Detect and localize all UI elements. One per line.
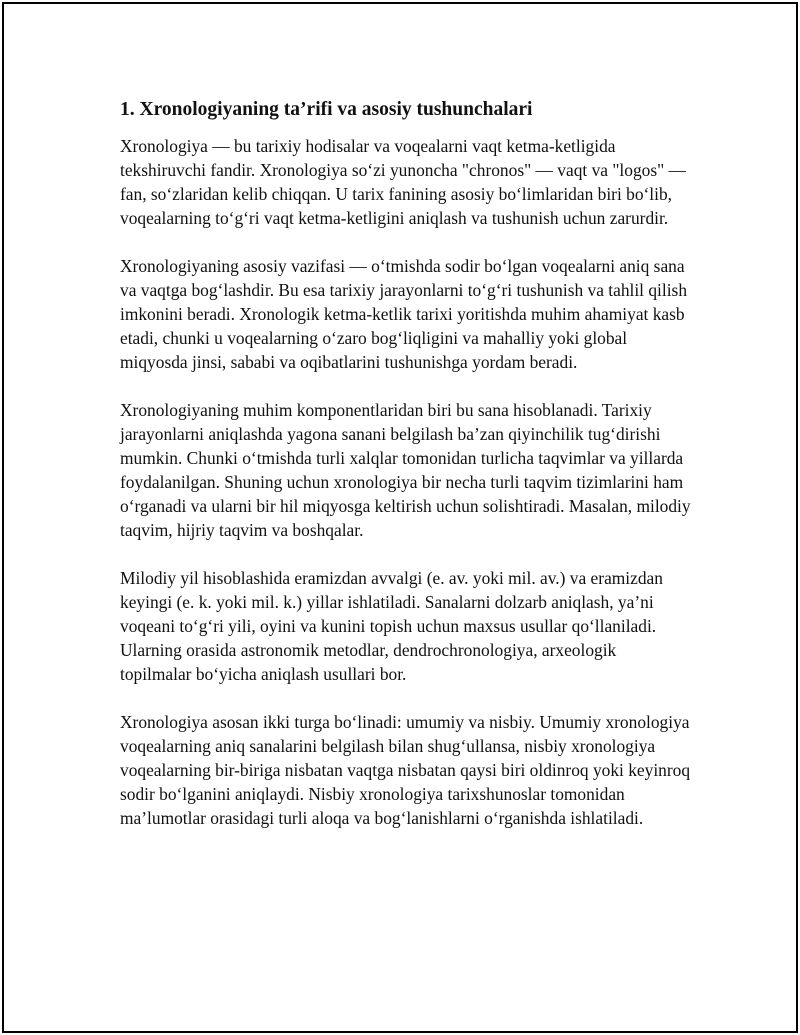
document-body [120, 98, 692, 854]
paragraph-3: Xronologiyaning muhim komponentlaridan biri bu sana hisoblanadi. Tarixiy jarayonlarni aniqlashda yagona sanani belgilash ba’zan qiyinchilik tug‘dirishi mumkin. Chunki o‘tmishda turli xalqlar tomonidan turlicha taqvimlar va yillarda foydalanilgan. Shuning uchun xronologiya bir necha turli taqvim tizimlarini ham o‘rganadi va ularni bir hil miqyosga keltirish uchun solishtiradi. Masalan, milodiy taqvim, hijriy taqvim va boshqalar. [120, 400, 691, 540]
page-title: 1. Xronologiyaning ta’rifi va asosiy tushunchalari [120, 99, 533, 120]
paragraph-2: Xronologiyaning asosiy vazifasi — o‘tmishda sodir bo‘lgan voqealarni aniq sana va vaqtga bog‘lashdir. Bu esa tarixiy jarayonlarni to‘g‘ri tushunish va tahlil qilish imkonini beradi. Xronologik ketma-ketlik tarixi yoritishda muhim ahamiyat kasb etadi, chunki u voqealarning o‘zaro bog‘liqligini va mahalliy yoki global miqyosda jinsi, sababi va oqibatlarini tushunishga yordam beradi. [120, 256, 688, 372]
paragraph-1: Xronologiya — bu tarixiy hodisalar va voqealarni vaqt ketma-ketligida tekshiruvchi fandir. Xronologiya so‘zi yunoncha "chronos" — vaqt va "logos" — fan, so‘zlaridan kelib chiqqan. U tarix fanining asosiy bo‘limlaridan biri bo‘lib, voqealarning to‘g‘ri vaqt ketma-ketligini aniqlash va tushunish uchun zarurdir. [120, 136, 686, 228]
page-frame [2, 2, 798, 1033]
paragraph-4: Milodiy yil hisoblashida eramizdan avvalgi (e. av. yoki mil. av.) va eramizdan keyingi (e. k. yoki mil. k.) yillar ishlatiladi. Sanalarni dolzarb aniqlash, ya’ni voqeani to‘g‘ri yili, oyini va kunini topish uchun maxsus usullar qo‘llaniladi. Ularning orasida astronomik metodlar, dendrochronologiya, arxeologik topilmalar bo‘yicha aniqlash usullari bor. [120, 568, 663, 684]
paragraph-5: Xronologiya asosan ikki turga bo‘linadi: umumiy va nisbiy. Umumiy xronologiya voqealarning aniq sanalarini belgilash bilan shug‘ullansa, nisbiy xronologiya voqealarning bir-biriga nisbatan vaqtga nisbatan qaysi biri oldinroq yoki keyinroq sodir bo‘lganini aniqlaydi. Nisbiy xronologiya tarixshunoslar tomonidan ma’lumotlar orasidagi turli aloqa va bog‘lanishlarni o‘rganishda ishlatiladi. [120, 712, 691, 828]
